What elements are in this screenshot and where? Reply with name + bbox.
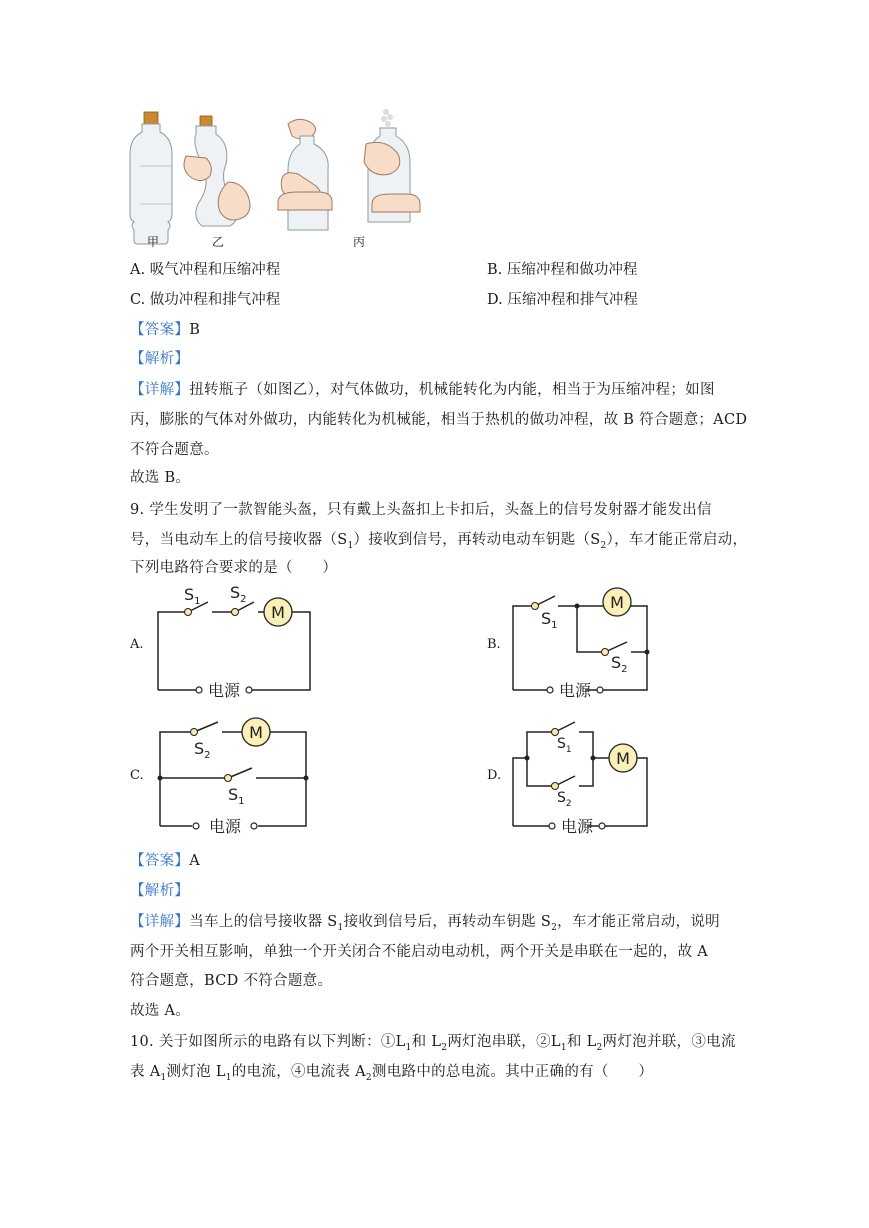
s1-label: $S_1$ (541, 609, 558, 631)
detail-text: 接收到信号后，再转动车钥匙 S (343, 914, 552, 930)
q10-text: 表 A (130, 1064, 161, 1080)
q10-text: 和 L (411, 1034, 442, 1050)
s2-label: $S_2$ (611, 653, 628, 675)
circuit-b-label: B. (487, 637, 501, 652)
q9-text: 号，当电动车上的信号接收器（S (130, 532, 348, 548)
q9-stem-line2 (130, 528, 747, 551)
s1-label: $S_1$ (557, 736, 572, 755)
q9-detail-line1 (130, 910, 720, 933)
s1-label: $S_1$ (228, 785, 245, 807)
subscript: 1 (160, 1072, 167, 1083)
detail-text: 当车上的信号接收器 S (189, 914, 338, 930)
detail-tag: 【详解】 (130, 914, 190, 930)
detail-text: 扭转瓶子（如图乙），对气体做功，机械能转化为内能，相当于为压缩冲程；如图 (189, 382, 715, 398)
detail-text: ，车才能正常启动，说明 (557, 914, 720, 930)
q9-stem-line3: 下列电路符合要求的是（ ） (130, 560, 338, 576)
answer-tag: 【答案】 (130, 853, 190, 869)
q9-answer (130, 849, 200, 870)
caption-bing: 丙 (353, 235, 366, 249)
s2-label: $S_2$ (194, 739, 211, 761)
q10-stem-line2 (130, 1060, 653, 1083)
circuit-d-diagram (505, 714, 655, 838)
circuit-b-diagram (505, 580, 655, 700)
q9-detail-line3: 符合题意，BCD 不符合题意。 (130, 973, 333, 989)
subscript: 2 (441, 1042, 448, 1053)
q10-text: 和 L (566, 1034, 597, 1050)
analysis-tag: 【解析】 (130, 883, 190, 899)
q10-text: 两灯泡串联，②L (447, 1034, 561, 1050)
q9-stem-line1: 9. 学生发明了一款智能头盔，只有戴上头盔扣上卡扣后，头盔上的信号发射器才能发出信 (130, 502, 712, 518)
subscript: 2 (551, 922, 558, 933)
answer-value: B (189, 322, 201, 338)
subscript: 1 (225, 1072, 232, 1083)
subscript: 1 (560, 1042, 567, 1053)
source-label: 电源 (560, 817, 594, 836)
q8-answer (130, 318, 200, 339)
motor-label: M (271, 603, 285, 622)
source-label: 电源 (558, 681, 592, 700)
subscript: 2 (365, 1072, 372, 1083)
q10-text: 10. 关于如图所示的电路有以下判断：①L (130, 1034, 406, 1050)
subscript: 1 (405, 1042, 412, 1053)
circuit-a-diagram (150, 580, 320, 700)
detail-tag: 【详解】 (130, 382, 190, 398)
motor-label: M (610, 593, 624, 612)
circuit-c-diagram (150, 714, 320, 838)
q9-text: ）接收到信号，再转动电动车钥匙（S (353, 532, 601, 548)
q9-conclusion: 故选 A。 (130, 1003, 191, 1019)
q8-option-a: A. 吸气冲程和压缩冲程 (130, 262, 281, 278)
subscript: 2 (600, 540, 607, 551)
q10-text: 测灯泡 L (166, 1064, 226, 1080)
q8-option-b: B. 压缩冲程和做功冲程 (487, 262, 638, 278)
subscript: 2 (596, 1042, 603, 1053)
q8-detail-line1 (130, 378, 715, 399)
circuit-d-label: D. (487, 768, 502, 783)
motor-label: M (249, 723, 263, 742)
analysis-tag: 【解析】 (130, 351, 190, 367)
subscript: 1 (347, 540, 354, 551)
q9-text: ），车才能正常启动， (606, 532, 748, 548)
circuit-a-label: A. (130, 637, 144, 652)
q10-stem-line1 (130, 1030, 736, 1053)
q9-detail-line2: 两个开关相互影响，单独一个开关闭合不能启动电动机，两个开关是串联在一起的，故 A (130, 944, 709, 960)
q10-text: 的电流，④电流表 A (231, 1064, 366, 1080)
q8-conclusion: 故选 B。 (130, 470, 191, 486)
s2-label: $S_2$ (230, 583, 247, 605)
source-label: 电源 (207, 681, 241, 700)
q8-option-d: D. 压缩冲程和排气冲程 (487, 292, 638, 308)
caption-yi: 乙 (212, 235, 225, 249)
answer-value: A (189, 853, 200, 869)
motor-label: M (616, 749, 630, 768)
bottle-figure (128, 104, 426, 250)
s2-label: $S_2$ (557, 790, 572, 809)
circuit-c-label: C. (130, 768, 144, 783)
q8-detail-line3: 不符合题意。 (130, 442, 219, 458)
q9-analysis (130, 879, 189, 900)
answer-tag: 【答案】 (130, 322, 190, 338)
q8-detail-line2: 丙，膨胀的气体对外做功，内能转化为机械能，相当于热机的做功冲程，故 B 符合题意；ACD (130, 412, 748, 428)
q10-text: 两灯泡并联，③电流 (602, 1034, 736, 1050)
caption-jia: 甲 (147, 235, 160, 249)
subscript: 1 (337, 922, 344, 933)
q8-analysis (130, 347, 189, 368)
q8-option-c: C. 做功冲程和排气冲程 (130, 292, 281, 308)
bottle-illustration (128, 104, 426, 250)
q10-text: 测电路中的总电流。其中正确的有（ ） (371, 1064, 654, 1080)
source-label: 电源 (208, 817, 242, 836)
s1-label: $S_1$ (184, 585, 201, 607)
